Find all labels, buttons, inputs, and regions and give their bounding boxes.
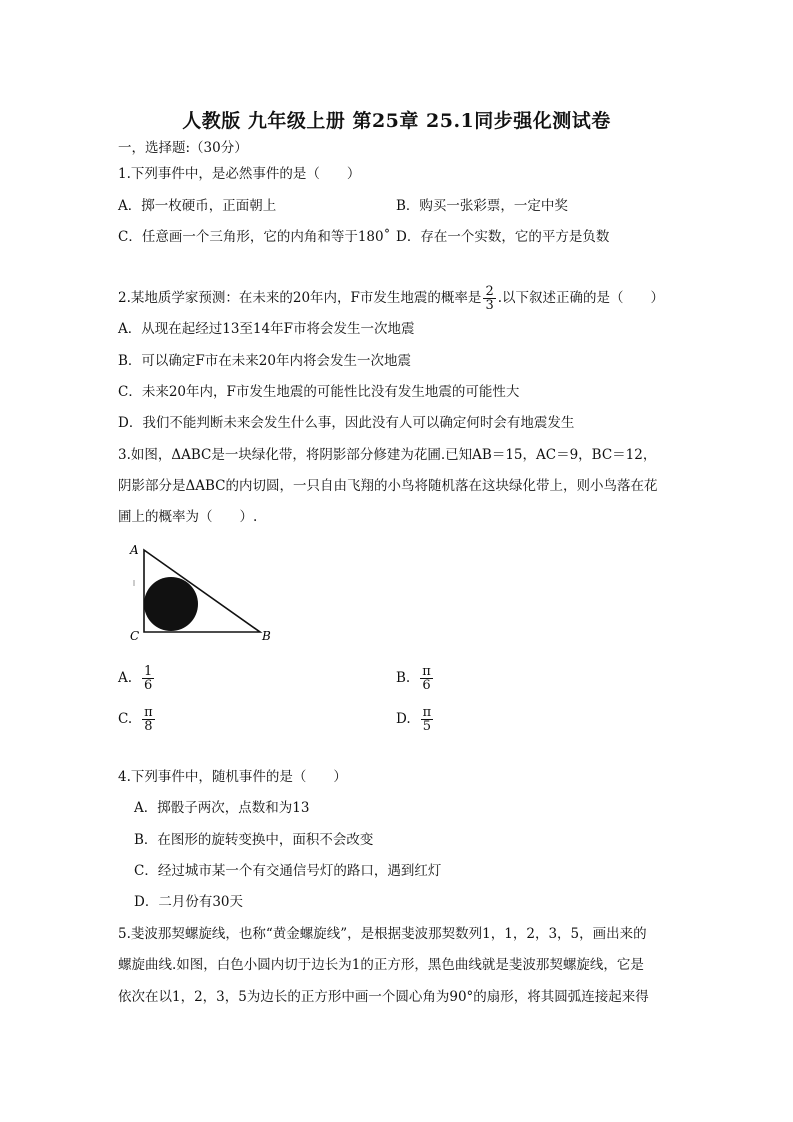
label-a: A: [130, 543, 139, 557]
q2-frac-den: 3: [485, 298, 494, 313]
q3-option-b-letter: B.: [396, 670, 411, 686]
q2-stem-pre: 2.某地质学家预测：在未来的20年内，F市发生地震的概率是: [118, 290, 482, 306]
q3-d-den: 5: [422, 719, 432, 734]
q2-option-c: C．未来20年内，F市发生地震的可能性比没有发生地震的可能性大: [118, 384, 520, 400]
q2-option-b: B．可以确定F市在未来20年内将会发生一次地震: [118, 353, 411, 369]
q3-d-num: π: [422, 705, 432, 720]
label-b: B: [262, 629, 271, 643]
q3-a-den: 6: [144, 678, 153, 693]
q3-c-den: 8: [144, 719, 153, 734]
q2-fraction: [483, 285, 495, 312]
q2-frac-num: 2: [485, 284, 494, 299]
q5-stem-line1: 5.斐波那契螺旋线，也称“黄金螺旋线”，是根据斐波那契数列1，1，2，3，5，画出来的: [118, 926, 647, 942]
q3-option-c-letter: C.: [118, 711, 133, 727]
page-title: 人教版 九年级上册 第25章 25.1同步强化测试卷: [182, 110, 611, 132]
q3-triangle-figure: [124, 540, 284, 650]
q4-option-d: D．二月份有30天: [134, 894, 244, 910]
q3-b-den: 6: [422, 678, 431, 693]
q4-stem: 4.下列事件中，随机事件的是（ ）: [118, 769, 347, 785]
q2-option-d: D．我们不能判断未来会发生什么事，因此没有人可以确定何时会有地震发生: [118, 415, 575, 431]
q5-stem-line3: 依次在以1，2，3，5为边长的正方形中画一个圆心角为90°的扇形，将其圆弧连接起来得: [118, 989, 649, 1005]
q1-option-d: D．存在一个实数，它的平方是负数: [396, 229, 610, 245]
incircle-shaded: [144, 577, 198, 631]
q1-option-b: B．购买一张彩票，一定中奖: [396, 198, 568, 214]
q3-option-d: [396, 706, 435, 733]
q3-option-a-frac: [142, 665, 154, 692]
q3-stem-line1: 3.如图，ΔABC是一块绿化带，将阴影部分修建为花圃.已知AB＝15，AC＝9，BC＝12，: [118, 447, 657, 463]
q3-c-num: π: [144, 705, 153, 720]
q3-option-d-frac: [421, 706, 434, 733]
q2-stem: [118, 285, 664, 312]
q2-option-a: A．从现在起经过13至14年F市将会发生一次地震: [118, 321, 415, 337]
q3-option-c-frac: [142, 706, 155, 733]
q3-stem-line3: 圃上的概率为（ ）.: [118, 509, 258, 525]
q5-stem-line2: 螺旋曲线.如图，白色小圆内切于边长为1的正方形，黑色曲线就是斐波那契螺旋线，它是: [118, 957, 644, 973]
q3-option-b-frac: [420, 665, 433, 692]
label-c: C: [130, 629, 140, 643]
q1-option-a: A．掷一枚硬币，正面朝上: [118, 198, 277, 214]
q3-b-num: π: [422, 664, 431, 679]
q4-option-c: C．经过城市某一个有交通信号灯的路口，遇到红灯: [134, 863, 442, 879]
q3-a-num: 1: [144, 664, 153, 679]
q1-option-c: C．任意画一个三角形，它的内角和等于180˚: [118, 229, 391, 245]
section-heading: 一，选择题:（30分）: [118, 140, 248, 156]
q3-option-b: [396, 665, 435, 692]
q3-stem-line2: 阴影部分是ΔABC的内切圆，一只自由飞翔的小鸟将随机落在这块绿化带上，则小鸟落在花: [118, 478, 658, 494]
q3-option-c: [118, 706, 157, 733]
q1-stem: 1.下列事件中，是必然事件的是（ ）: [118, 166, 361, 182]
q3-option-a-letter: A.: [118, 670, 133, 686]
q3-option-d-letter: D.: [396, 711, 411, 727]
q2-stem-post: .以下叙述正确的是（ ）: [497, 290, 665, 306]
q4-option-b: B．在图形的旋转变换中，面积不会改变: [134, 832, 374, 848]
q4-option-a: A．掷骰子两次，点数和为13: [134, 800, 310, 816]
q3-option-a: [118, 665, 156, 692]
